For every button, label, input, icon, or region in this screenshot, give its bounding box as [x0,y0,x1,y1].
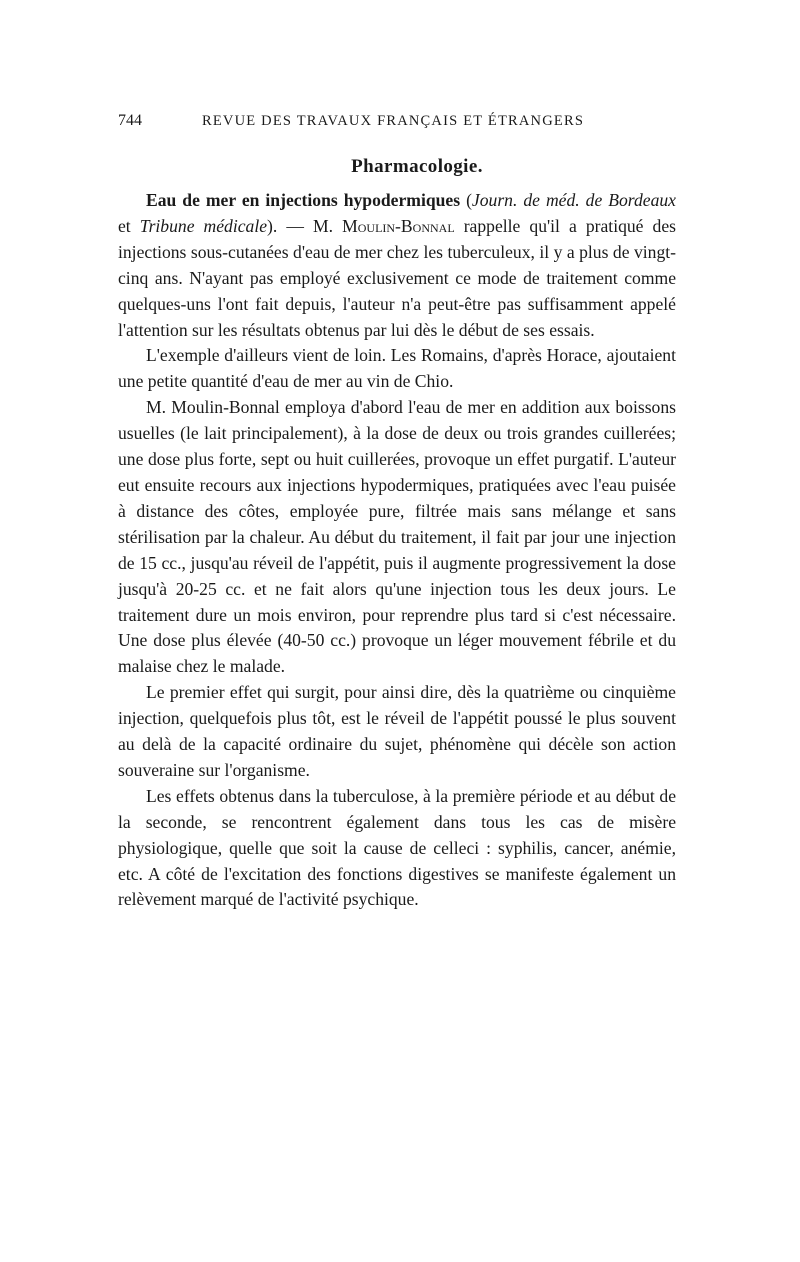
source-close: ). — [267,215,313,236]
paragraph-1-text: rappelle qu'il a pratiqué des injections sous-cutanées d'eau de mer chez les tuberculeux, il y a plus de vingt-cinq ans. N'ayant pas employé exclusivement ce mode de traitement comme quelques-uns l'ont fait depuis, l'auteur n'a peut-être pas suffisamment appelé l'attention sur les résultats obtenus par lui dès le début de ses essais. [118,215,676,340]
source-and: et [118,215,140,236]
paragraph-4: Le premier effet qui surgit, pour ainsi dire, dès la quatrième ou cinquième injection, quelquefois plus tôt, est le réveil de l'appétit poussé le plus souvent au delà de la capacité ordinaire du sujet, phénomène qui décèle son action souveraine sur l'organisme. [118,682,676,780]
author-prefix: M. [313,215,343,236]
paragraph-3: M. Moulin-Bonnal employa d'abord l'eau de mer en addition aux boissons usuelles (le lait principalement), à la dose de deux ou trois grandes cuillerées; une dose plus forte, sept ou huit cuillerées, provoque un effet purgatif. L'auteur eut ensuite recours aux injections hypodermiques, pratiquées avec l'eau puisée à distance des côtes, employée pure, filtrée mais sans mélange et sans stérilisation par la chaleur. Au début du traitement, il fait par jour une injection de 15 cc., jusqu'au réveil de l'appétit, puis il augmente progressivement la dose jusqu'à 20-25 cc. et ne fait alors qu'une injection tous les deux jours. Le traitement dure un mois environ, pour reprendre plus tard si c'est nécessaire. Une dose plus élevée (40-50 cc.) provoque un léger mouvement fébrile et du malaise chez le malade. [118,397,676,677]
paragraph-2: L'exemple d'ailleurs vient de loin. Les Romains, d'après Horace, ajoutaient une petite quantité d'eau de mer au vin de Chio. [118,345,676,392]
page-number: 744 [118,112,142,129]
author-name: Moulin-Bonnal [342,215,455,236]
book-page [118,112,676,913]
article-body [118,188,676,913]
source-open: ( [466,190,472,210]
running-header [118,112,676,140]
source-journal-1: Journ. de méd. de Bordeaux [471,190,676,210]
journal-title: REVUE DES TRAVAUX FRANÇAIS ET ÉTRANGERS [202,113,585,129]
article-title: Eau de mer en injections hypodermiques [146,190,461,210]
paragraph-1 [118,188,676,343]
paragraph-5: Les effets obtenus dans la tuberculose, à la première période et au début de la seconde, se rencontrent également dans tous les cas de misère physiologique, quelle que soit la cause de celleci : syphilis, cancer, anémie, etc. A côté de l'excitation des fonctions digestives se manifeste également un relèvement marqué de l'activité psychique. [118,785,676,910]
source-journal-2: Tribune médicale [139,215,268,236]
section-title: Pharmacologie. [351,156,483,177]
